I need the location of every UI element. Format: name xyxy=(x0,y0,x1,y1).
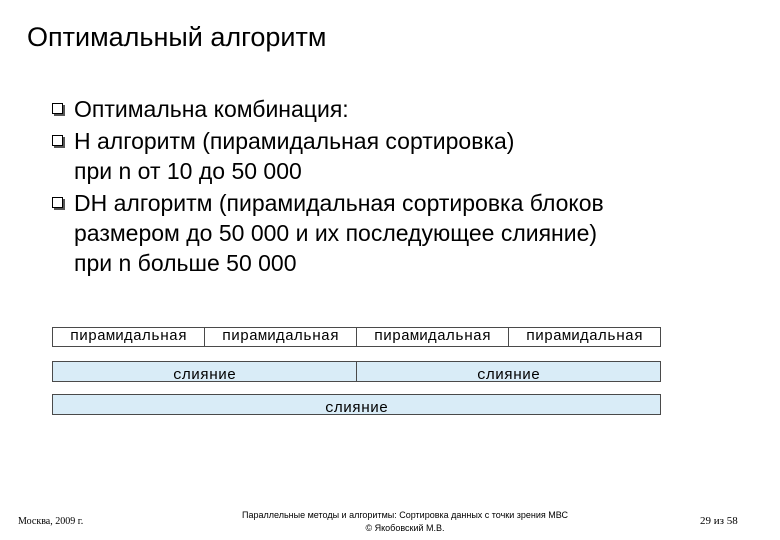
footer-author: © Якобовский М.В. xyxy=(365,523,445,533)
slide-title: Оптимальный алгоритм xyxy=(27,22,327,52)
merge-block: слияние xyxy=(52,361,356,382)
heap-sort-blocks-row xyxy=(52,327,661,347)
bullet-item-optimal-combination xyxy=(52,94,752,124)
footer-course-title: Параллельные методы и алгоритмы: Сортировка данных с точки зрения МВС xyxy=(242,510,568,520)
heap-sort-block: пирамидальная xyxy=(52,327,204,347)
bullet-text-line: размером до 50 000 и их последующее слияние) xyxy=(74,220,598,246)
bullet-text-line: DH алгоритм (пирамидальная сортировка блоков xyxy=(74,190,604,216)
merge-level-1-row xyxy=(52,394,661,415)
square-bullet-icon xyxy=(52,135,63,146)
bullet-item-h-algorithm xyxy=(52,126,752,186)
heap-sort-block: пирамидальная xyxy=(508,327,661,347)
bullet-list xyxy=(52,94,752,280)
square-bullet-icon xyxy=(52,197,63,208)
square-bullet-icon xyxy=(52,103,63,114)
merge-block: слияние xyxy=(356,361,661,382)
bullet-text-line: при n от 10 до 50 000 xyxy=(74,158,302,184)
slide-page-number: 29 из 58 xyxy=(700,515,738,527)
merge-level-2-row xyxy=(52,361,661,382)
final-merge-block: слияние xyxy=(52,394,661,415)
bullet-text-line: H алгоритм (пирамидальная сортировка) xyxy=(74,128,515,154)
footer-course-info xyxy=(200,509,610,535)
heap-sort-block: пирамидальная xyxy=(356,327,508,347)
heap-sort-block: пирамидальная xyxy=(204,327,356,347)
bullet-item-dh-algorithm xyxy=(52,188,752,278)
footer-location-date: Москва, 2009 г. xyxy=(18,516,84,527)
bullet-text-line: при n больше 50 000 xyxy=(74,250,297,276)
bullet-text-line: Оптимальна комбинация: xyxy=(74,96,349,122)
